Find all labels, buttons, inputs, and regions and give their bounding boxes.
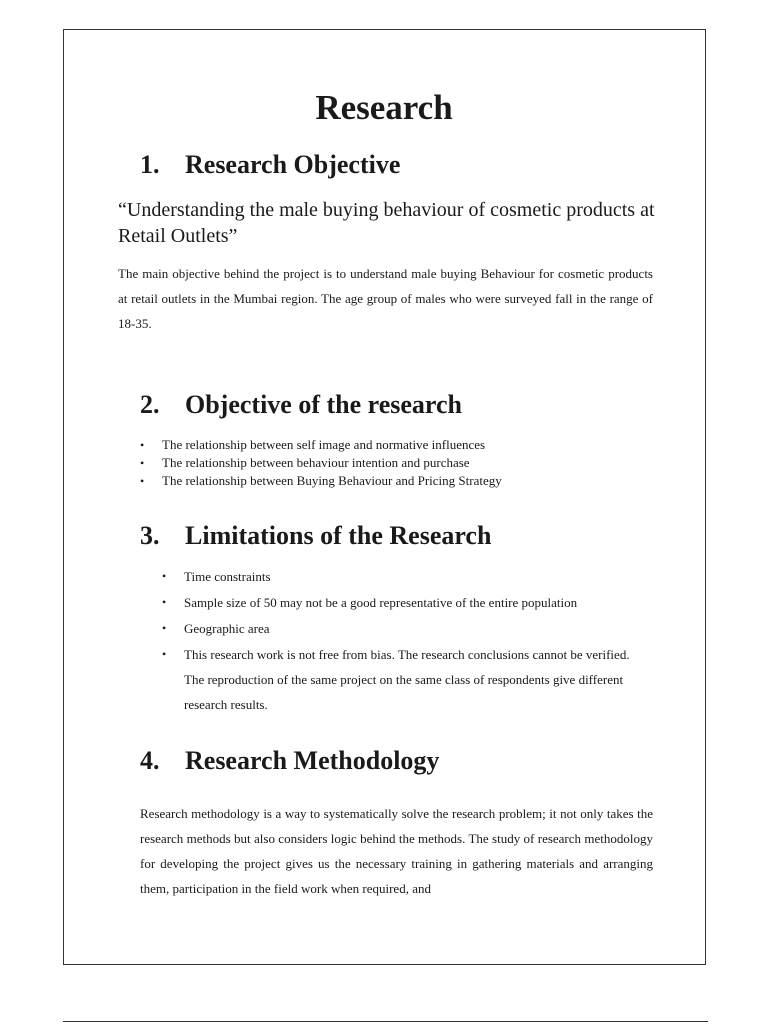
- bullet-icon: •: [140, 438, 145, 452]
- section-number: 4.: [140, 746, 160, 775]
- footer-rule: [63, 1021, 708, 1022]
- section-heading-research-objective: [140, 149, 400, 181]
- section-heading-methodology: [140, 745, 439, 777]
- section-heading-objective-of-research: [140, 389, 462, 421]
- section-heading-limitations: [140, 520, 491, 552]
- list-item: • Time constraints: [162, 564, 642, 589]
- methodology-paragraph: Research methodology is a way to systematically solve the research problem; it not only takes the research methods but also considers logic behind the methods. The study of research methodology for developing the project gives us the necessary training in gathering materials and arranging them, participation in the field work when required, and: [140, 806, 653, 896]
- list-item: • The relationship between self image and normative influences: [140, 437, 486, 452]
- list-item: • This research work is not free from bias. The research conclusions cannot be verified. The reproduction of the same project on the same class of respondents give different research results.: [162, 642, 642, 717]
- list-item: • The relationship between Buying Behaviour and Pricing Strategy: [140, 473, 502, 488]
- section-number: 3.: [140, 521, 160, 550]
- bullet-icon: •: [162, 621, 167, 635]
- bullet-icon: •: [162, 595, 167, 609]
- section-title: Research Methodology: [185, 746, 440, 775]
- bullet-icon: •: [140, 456, 145, 470]
- bullet-icon: •: [140, 474, 145, 488]
- document-title: Research: [315, 88, 453, 127]
- list-item: • Geographic area: [162, 616, 642, 641]
- bullet-icon: •: [162, 647, 167, 661]
- section-title: Limitations of the Research: [185, 521, 492, 550]
- objective-quote: “Understanding the male buying behaviour of cosmetic products at Retail Outlets”: [118, 199, 655, 247]
- bullet-icon: •: [162, 569, 167, 583]
- section-title: Research Objective: [185, 150, 401, 179]
- list-item: • The relationship between behaviour intention and purchase: [140, 455, 470, 470]
- section-title: Objective of the research: [185, 390, 462, 419]
- research-objectives-list: [140, 436, 660, 490]
- objective-paragraph: The main objective behind the project is to understand male buying Behaviour for cosmetic products at retail outlets in the Mumbai region. The age group of males who were surveyed fall in the range of 18-35.: [118, 266, 653, 331]
- section-number: 2.: [140, 390, 160, 419]
- list-item: • Sample size of 50 may not be a good representative of the entire population: [162, 590, 642, 615]
- section-number: 1.: [140, 150, 160, 179]
- limitations-list: [162, 564, 642, 717]
